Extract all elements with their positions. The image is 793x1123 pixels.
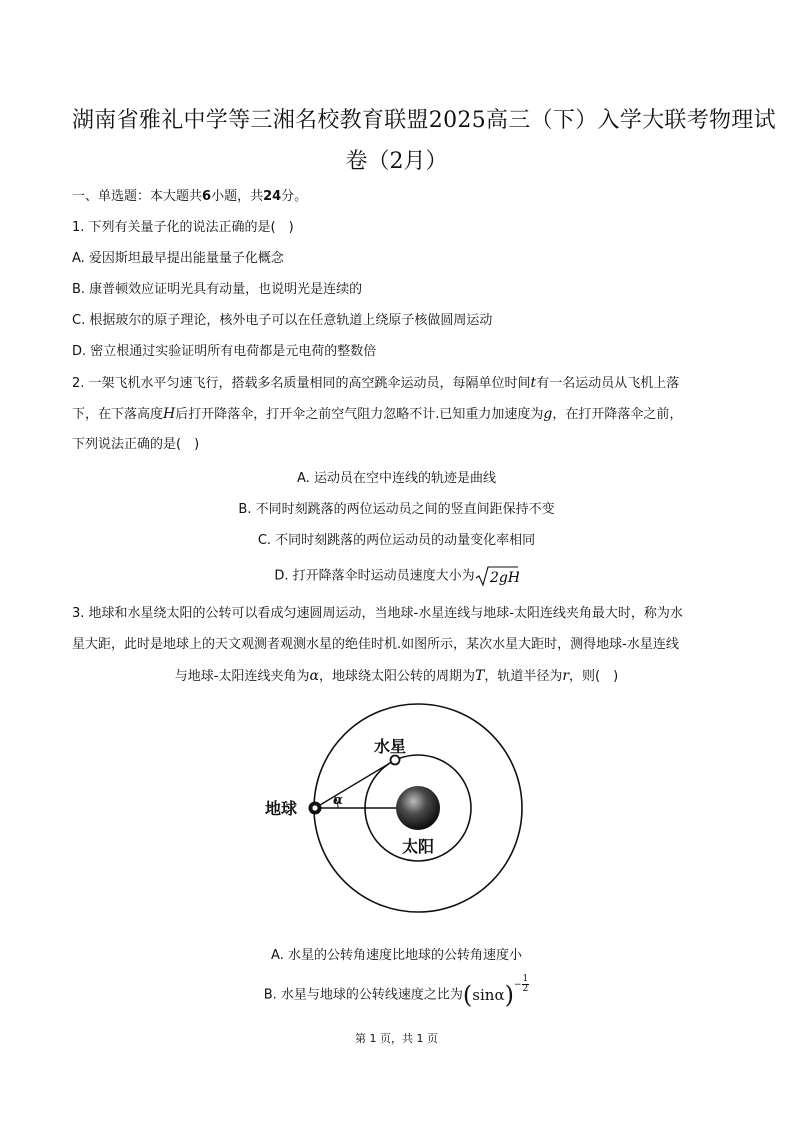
earth-highlight [312,805,317,810]
q1-option-d: D. 密立根通过实验证明所有电荷都是元电荷的整数倍 [72,344,377,359]
page-title-line1: 湖南省雅礼中学等三湘名校教育联盟2025高三（下）入学大联考物理试 [72,108,776,133]
earth-label: 地球 [265,799,298,818]
q1-option-a: A. 爱因斯坦最早提出能量量子化概念 [72,251,284,266]
q1-stem: 1. 下列有关量子化的说法正确的是( ) [72,220,294,235]
mercury [391,756,400,765]
q3-stem-line3: 与地球-太阳连线夹角为α，地球绕太阳公转的周期为T，轨道半径为r，则( ) [174,668,619,684]
q2-option-d: D. 打开降落伞时运动员速度大小为 2gH [0,565,793,587]
sun [396,786,440,830]
angle-label: α [333,793,344,808]
q3-option-a: A. 水星的公转角速度比地球的公转角速度小 [271,948,522,963]
q2-stem-line2: 下，在下落高度H后打开降落伞，打开伞之前空气阻力忽略不计.已知重力加速度为g，在打开降落伞之前， [72,406,683,422]
mercury-label: 水星 [374,737,407,756]
orbit-diagram [250,700,550,925]
q3-stem-line2: 星大距，此时是地球上的天文观测者观测水星的绝佳时机.如图所示，某次水星大距时，测得地球-水星连线 [72,637,679,652]
sqrt-radicand: 2gH [489,570,519,586]
page-footer: 第 1 页，共 1 页 [355,1032,438,1045]
q2-option-a: A. 运动员在空中连线的轨迹是曲线 [297,471,496,486]
q2-stem-line3: 下列说法正确的是( ) [72,437,200,452]
sin-alpha: sinα [472,986,505,1004]
earth-mercury-line [315,760,395,808]
sun-label: 太阳 [402,837,435,856]
q3-option-b: B. 水星与地球的公转线速度之比为$(\sin\alpha)^{- \frac{1}{2}}$ [263,973,529,1009]
exponent: − 1 2 [513,973,529,994]
q1-option-b: B. 康普顿效应证明光具有动量，也说明光是连续的 [72,282,363,297]
q1-option-c: C. 根据玻尔的原子理论，核外电子可以在任意轨道上绕原子核做圆周运动 [72,313,493,328]
q2-option-b: B. 不同时刻跳落的两位运动员之间的竖直间距保持不变 [238,502,555,517]
section-header: 一、单选题：本大题共6小题，共24分。 [72,189,308,204]
q2-option-c: C. 不同时刻跳落的两位运动员的动量变化率相同 [257,533,536,548]
q2-stem-line1: 2. 一架飞机水平匀速飞行，搭载多名质量相同的高空跳伞运动员，每隔单位时间t有一名运动员从飞机上落 [72,375,680,391]
page-title-line2: 卷（2月） [345,149,448,174]
q3-stem-line1: 3. 地球和水星绕太阳的公转可以看成匀速圆周运动，当地球-水星连线与地球-太阳连线夹角最大时，称为水 [72,606,683,621]
sqrt-expression [475,565,519,587]
